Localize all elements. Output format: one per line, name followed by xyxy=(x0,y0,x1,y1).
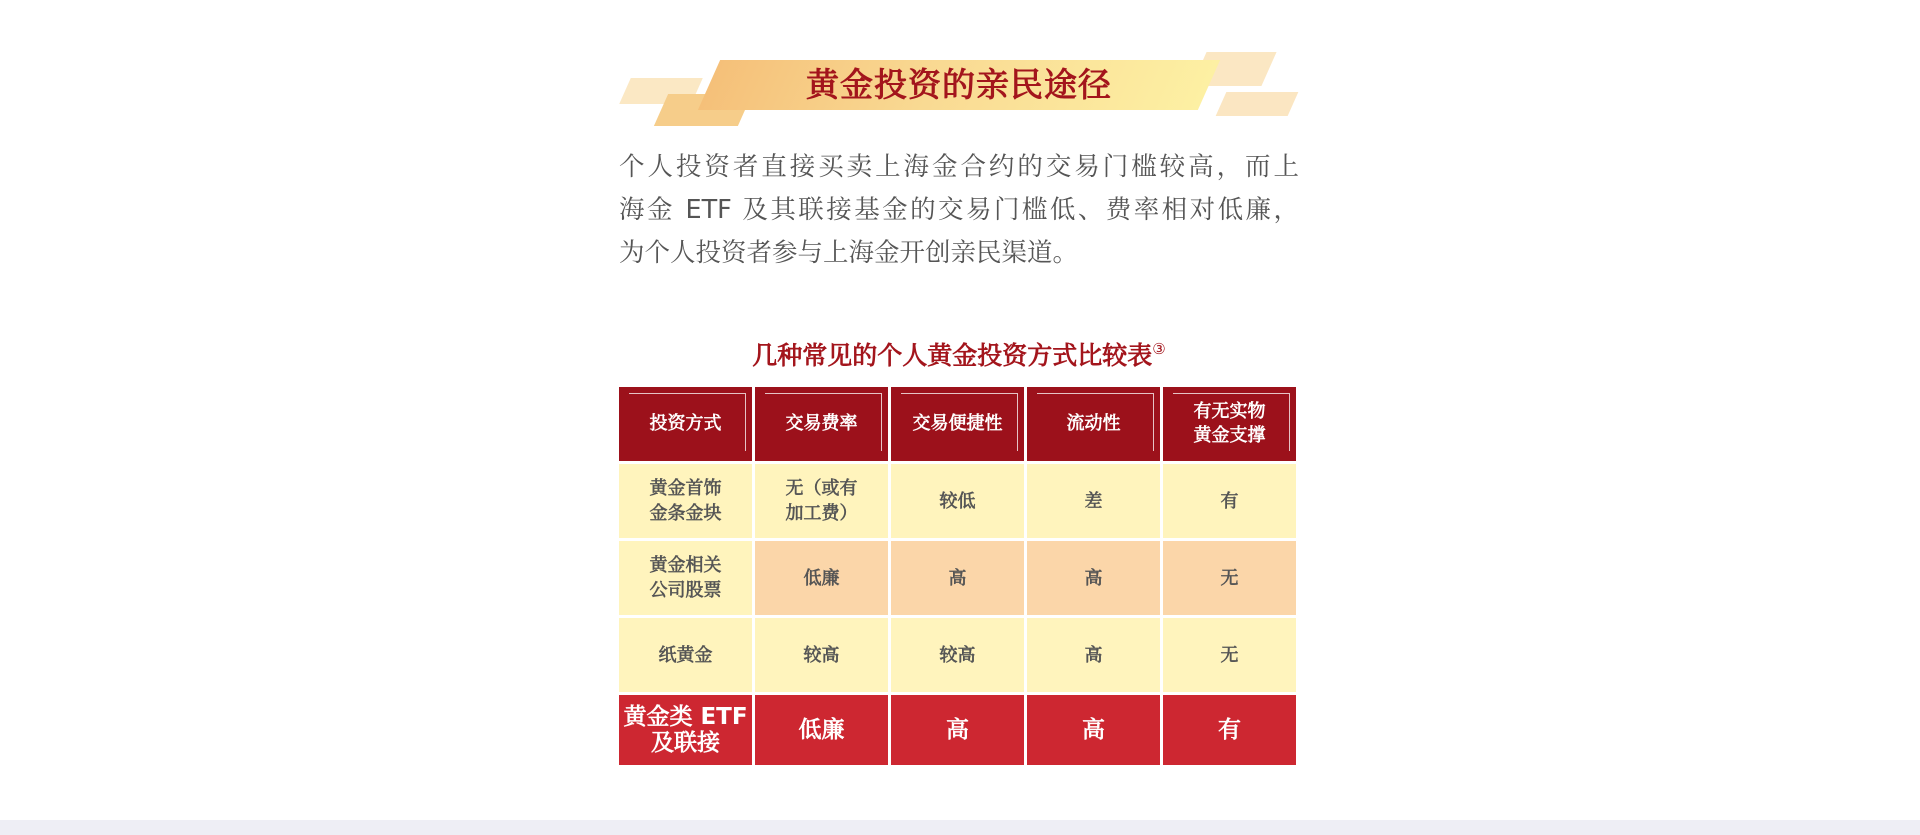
table-cell xyxy=(1163,695,1296,765)
cell-text: 及联接 xyxy=(651,730,720,756)
cell-text: 无 xyxy=(1220,644,1239,666)
table-cell xyxy=(891,541,1024,615)
cell-text: 低廉 xyxy=(798,717,845,743)
header-cell xyxy=(891,387,1024,461)
footnote-mark: ③ xyxy=(1152,340,1166,358)
page-footer-band xyxy=(0,820,1920,835)
table-row xyxy=(619,618,1300,695)
table-cell xyxy=(619,541,752,615)
cell-text: 黄金类 ETF xyxy=(623,704,748,730)
table-cell xyxy=(1163,541,1296,615)
table-title-text: 几种常见的个人黄金投资方式比较表 xyxy=(752,341,1153,370)
cell-text: 高 xyxy=(946,717,969,743)
table-cell xyxy=(1027,464,1160,538)
cell-text: 投资方式 xyxy=(649,413,722,434)
table-cell xyxy=(891,695,1024,765)
table-cell xyxy=(1163,618,1296,692)
table-row xyxy=(619,541,1300,618)
cell-text: 高 xyxy=(1084,567,1103,589)
cell-text: 较高 xyxy=(939,644,976,666)
banner-decoration xyxy=(1216,92,1299,116)
cell-text: 黄金首饰 xyxy=(649,478,722,499)
cell-text: 无 xyxy=(1220,567,1239,589)
table-cell xyxy=(755,541,888,615)
cell-text: 有 xyxy=(1220,490,1239,512)
cell-text: 公司股票 xyxy=(649,580,722,601)
cell-text: 金条金块 xyxy=(649,503,722,524)
table-title xyxy=(619,331,1299,374)
table-cell xyxy=(755,464,888,538)
table-cell xyxy=(1027,695,1160,765)
cell-text: 流动性 xyxy=(1066,413,1121,434)
cell-text: 纸黄金 xyxy=(658,644,713,666)
table-row-highlight xyxy=(619,695,1300,768)
cell-text: 较高 xyxy=(803,644,840,666)
intro-paragraph xyxy=(619,146,1299,275)
cell-text: 高 xyxy=(948,567,967,589)
cell-text: 有无实物 xyxy=(1193,401,1266,422)
intro-line: 海金 ETF 及其联接基金的交易门槛低、费率相对低廉， xyxy=(619,195,1299,225)
cell-text: 黄金支撑 xyxy=(1193,425,1266,446)
table-row xyxy=(619,464,1300,541)
cell-text: 有 xyxy=(1218,717,1241,743)
table-cell xyxy=(1027,541,1160,615)
intro-line: 个人投资者直接买卖上海金合约的交易门槛较高，而上 xyxy=(619,152,1299,182)
cell-text: 加工费） xyxy=(785,503,858,524)
table-cell xyxy=(755,618,888,692)
table-cell xyxy=(619,695,752,765)
cell-text: 差 xyxy=(1084,490,1103,512)
comparison-table xyxy=(619,387,1300,768)
cell-text: 较低 xyxy=(939,490,976,512)
table-cell xyxy=(755,695,888,765)
header-cell xyxy=(619,387,752,461)
table-cell xyxy=(891,464,1024,538)
table-cell xyxy=(891,618,1024,692)
section-title: 黄金投资的亲民途径 xyxy=(806,65,1112,104)
table-cell xyxy=(619,618,752,692)
cell-text: 黄金相关 xyxy=(649,555,722,576)
cell-text: 低廉 xyxy=(803,567,840,589)
cell-text: 交易便捷性 xyxy=(912,413,1003,434)
table-cell xyxy=(1027,618,1160,692)
header-cell xyxy=(755,387,888,461)
cell-text: 交易费率 xyxy=(785,413,858,434)
cell-text: 高 xyxy=(1084,644,1103,666)
header-cell xyxy=(1163,387,1296,461)
table-cell xyxy=(619,464,752,538)
table-header-row xyxy=(619,387,1300,464)
section-banner xyxy=(619,50,1299,130)
cell-text: 无（或有 xyxy=(785,478,858,499)
table-cell xyxy=(1163,464,1296,538)
header-cell xyxy=(1027,387,1160,461)
intro-line: 为个人投资者参与上海金开创亲民渠道。 xyxy=(619,238,1079,268)
cell-text: 高 xyxy=(1082,717,1105,743)
